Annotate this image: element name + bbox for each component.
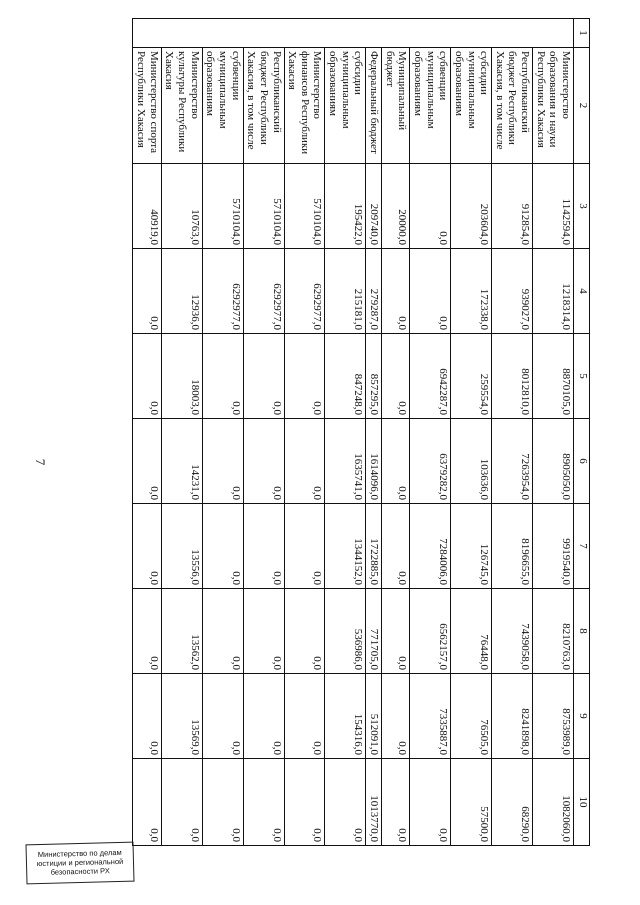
value-cell: 1344152,0	[325, 504, 366, 589]
value-cell: 0,0	[382, 504, 410, 589]
value-cell: 259554,0	[451, 334, 492, 419]
value-cell: 10763,0	[161, 164, 202, 249]
value-cell: 0,0	[284, 504, 325, 589]
value-cell: 126745,0	[451, 504, 492, 589]
value-cell: 215181,0	[325, 249, 366, 334]
value-cell: 857295,0	[366, 334, 382, 419]
value-cell: 13562,0	[161, 589, 202, 674]
column-header: 2	[574, 48, 590, 164]
value-cell: 771705,0	[366, 589, 382, 674]
value-cell: 68290,0	[492, 759, 533, 846]
row-label: субвенции муниципальным образованиям	[202, 48, 243, 164]
value-cell: 76505,0	[451, 674, 492, 759]
row-label: Министерство культуры Республики Хакасия	[161, 48, 202, 164]
column-header: 1	[574, 19, 590, 48]
column-header: 7	[574, 504, 590, 589]
value-cell: 536986,0	[325, 589, 366, 674]
value-cell: 8905050,0	[533, 419, 574, 504]
column-header: 3	[574, 164, 590, 249]
value-cell: 0,0	[284, 334, 325, 419]
value-cell: 6942287,0	[410, 334, 451, 419]
table-row	[133, 19, 161, 846]
value-cell: 57500,0	[451, 759, 492, 846]
column-header: 6	[574, 419, 590, 504]
value-cell: 0,0	[410, 759, 451, 846]
value-cell: 0,0	[133, 759, 161, 846]
value-cell: 8210763,0	[533, 589, 574, 674]
value-cell: 0,0	[202, 504, 243, 589]
table-row	[382, 19, 410, 846]
column-header: 8	[574, 589, 590, 674]
value-cell: 1722885,0	[366, 504, 382, 589]
value-cell: 0,0	[133, 334, 161, 419]
value-cell: 0,0	[243, 674, 284, 759]
value-cell: 1082060,0	[533, 759, 574, 846]
value-cell: 0,0	[133, 674, 161, 759]
column-header: 10	[574, 759, 590, 846]
value-cell: 0,0	[202, 759, 243, 846]
value-cell: 7284006,0	[410, 504, 451, 589]
value-cell: 12936,0	[161, 249, 202, 334]
value-cell: 847248,0	[325, 334, 366, 419]
value-cell: 8012810,0	[492, 334, 533, 419]
value-cell: 203604,0	[451, 164, 492, 249]
value-cell: 7439058,0	[492, 589, 533, 674]
value-cell: 0,0	[382, 674, 410, 759]
value-cell: 8753989,0	[533, 674, 574, 759]
value-cell: 0,0	[382, 334, 410, 419]
value-cell: 0,0	[284, 674, 325, 759]
value-cell: 0,0	[133, 589, 161, 674]
value-cell: 0,0	[133, 249, 161, 334]
table-row	[533, 19, 574, 846]
value-cell: 103636,0	[451, 419, 492, 504]
value-cell: 0,0	[382, 759, 410, 846]
value-cell: 8196655,0	[492, 504, 533, 589]
value-cell: 8870105,0	[533, 334, 574, 419]
value-cell: 0,0	[284, 419, 325, 504]
table-row	[243, 19, 284, 846]
value-cell: 6292977,0	[202, 249, 243, 334]
table-body	[133, 19, 574, 846]
value-cell: 6562157,0	[410, 589, 451, 674]
row-label: Республиканский бюджет Республики Хакасия, в том числе	[492, 48, 533, 164]
value-cell: 195422,0	[325, 164, 366, 249]
budget-table	[133, 18, 591, 846]
header-row	[574, 19, 590, 846]
value-cell: 0,0	[161, 759, 202, 846]
value-cell: 1218314,0	[533, 249, 574, 334]
value-cell: 0,0	[202, 674, 243, 759]
stamp-line-3: безопасности РХ	[50, 866, 110, 877]
value-cell: 0,0	[382, 419, 410, 504]
value-cell: 0,0	[382, 589, 410, 674]
value-cell: 0,0	[243, 334, 284, 419]
value-cell: 18003,0	[161, 334, 202, 419]
value-cell: 6292977,0	[284, 249, 325, 334]
row-label: Министерство спорта Республики Хакасия	[133, 48, 161, 164]
registration-stamp	[25, 842, 134, 885]
table-row	[492, 19, 533, 846]
table-row	[202, 19, 243, 846]
value-cell: 40919,0	[133, 164, 161, 249]
value-cell: 0,0	[410, 164, 451, 249]
value-cell: 0,0	[243, 759, 284, 846]
value-cell: 1142594,0	[533, 164, 574, 249]
value-cell: 0,0	[243, 419, 284, 504]
value-cell: 0,0	[202, 334, 243, 419]
table-row	[284, 19, 325, 846]
row-label: Муниципальный бюджет	[382, 48, 410, 164]
row-label: Федеральный бюджет	[366, 48, 382, 164]
value-cell: 0,0	[133, 504, 161, 589]
value-cell: 76448,0	[451, 589, 492, 674]
row-number-cell	[133, 19, 574, 48]
value-cell: 172338,0	[451, 249, 492, 334]
value-cell: 1635741,0	[325, 419, 366, 504]
value-cell: 512091,0	[366, 674, 382, 759]
value-cell: 20000,0	[382, 164, 410, 249]
value-cell: 1614096,0	[366, 419, 382, 504]
value-cell: 0,0	[382, 249, 410, 334]
value-cell: 0,0	[284, 759, 325, 846]
row-label: Республиканский бюджет Республики Хакасия, в том числе	[243, 48, 284, 164]
column-header: 5	[574, 334, 590, 419]
value-cell: 209740,0	[366, 164, 382, 249]
value-cell: 14231,0	[161, 419, 202, 504]
value-cell: 0,0	[243, 589, 284, 674]
row-label: субвенции муниципальным образованиям	[410, 48, 451, 164]
value-cell: 0,0	[243, 504, 284, 589]
value-cell: 0,0	[325, 759, 366, 846]
value-cell: 8241898,0	[492, 674, 533, 759]
value-cell: 0,0	[202, 589, 243, 674]
value-cell: 912854,0	[492, 164, 533, 249]
value-cell: 1013770,0	[366, 759, 382, 846]
value-cell: 0,0	[410, 249, 451, 334]
value-cell: 7335887,0	[410, 674, 451, 759]
table-row	[410, 19, 451, 846]
value-cell: 6292977,0	[243, 249, 284, 334]
value-cell: 5710104,0	[284, 164, 325, 249]
value-cell: 5710104,0	[202, 164, 243, 249]
stamp-line-1: Министерство по делам	[37, 847, 122, 860]
value-cell: 6379282,0	[410, 419, 451, 504]
table-row	[325, 19, 366, 846]
row-label: субсидии муниципальным образованиям	[451, 48, 492, 164]
page-number: 7	[33, 458, 48, 466]
value-cell: 5710104,0	[243, 164, 284, 249]
table-row	[451, 19, 492, 846]
value-cell: 939027,0	[492, 249, 533, 334]
value-cell: 13569,0	[161, 674, 202, 759]
table-row	[366, 19, 382, 846]
row-label: субсидии муниципальным образованиям	[325, 48, 366, 164]
stamp-line-2: юстиции и региональной	[36, 856, 124, 869]
value-cell: 0,0	[284, 589, 325, 674]
column-header: 9	[574, 674, 590, 759]
value-cell: 7263954,0	[492, 419, 533, 504]
value-cell: 279287,0	[366, 249, 382, 334]
table-row	[161, 19, 202, 846]
value-cell: 13556,0	[161, 504, 202, 589]
value-cell: 0,0	[202, 419, 243, 504]
row-label: Министерство образования и науки Республики Хакасия	[533, 48, 574, 164]
rotated-table-container	[90, 18, 590, 845]
value-cell: 0,0	[133, 419, 161, 504]
row-label: Министерство финансов Республики Хакасия	[284, 48, 325, 164]
value-cell: 9919540,0	[533, 504, 574, 589]
value-cell: 154316,0	[325, 674, 366, 759]
column-header: 4	[574, 249, 590, 334]
